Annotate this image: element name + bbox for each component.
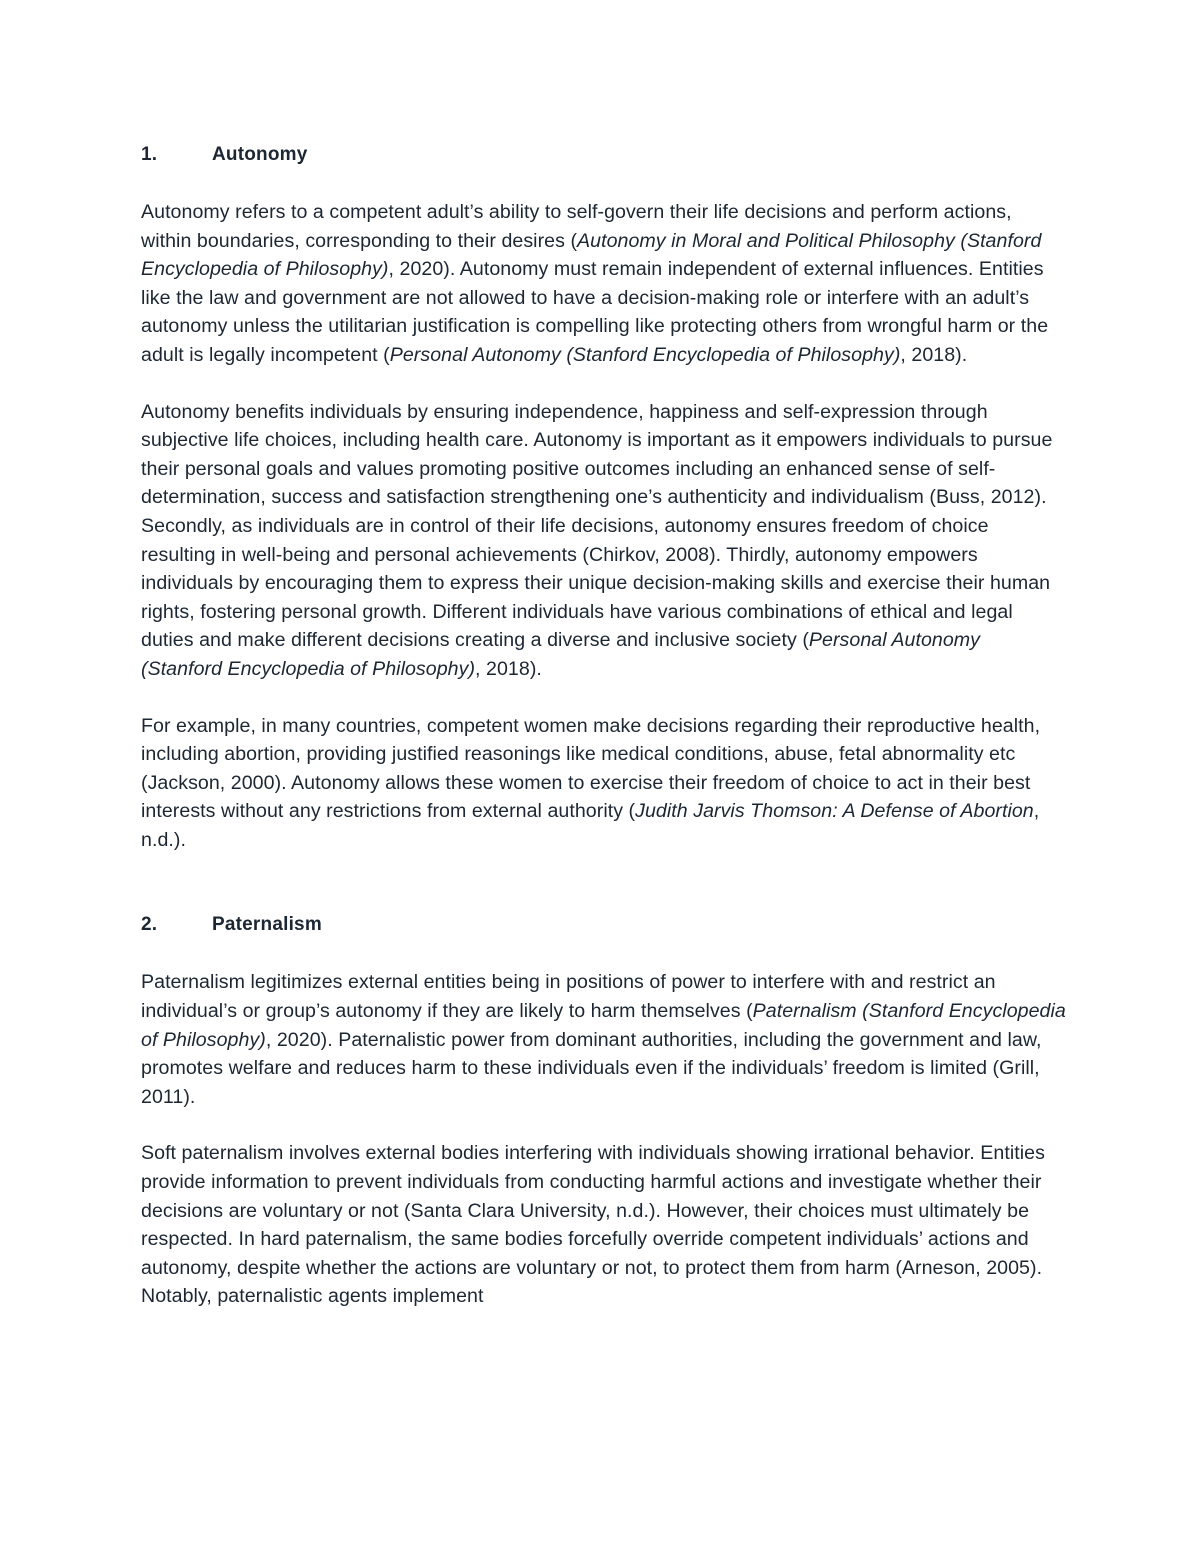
paragraph-text: Autonomy benefits individuals by ensuring independence, happiness and self-expression through subjective life choices, including health care. Autonomy is important as it empowers individuals to pursue their personal goals and values promoting positive outcomes including an enhanced sense of self-determination, success and satisfaction strengthening one’s authenticity and individualism (Buss, 2012). Secondly, as individuals are in control of their life decisions, autonomy ensures freedom of choice resulting in well-being and personal achievements (Chirkov, 2008). Thirdly, autonomy empowers individuals by encouraging them to express their unique decision-making skills and exercise their human rights, fostering personal growth. Different individuals have various combinations of ethical and legal duties and make different decisions creating a diverse and inclusive society ( <box>141 400 1053 652</box>
citation-title: Personal Autonomy (Stanford Encyclopedia of Philosophy) <box>389 343 901 366</box>
paragraph-autonomy-definition <box>141 198 1066 370</box>
section-heading-paternalism <box>141 910 1066 940</box>
citation-title: Personal Autonomy (Stanford Encyclopedia of Philosophy) <box>141 629 981 680</box>
paragraph-text: , 2020). Autonomy must remain independent of external influences. Entities like the law and government are not allowed to have a decision-making role or interfere with an adult’s autonomy unless the utilitarian justification is compelling like protecting others from wrongful harm or the adult is legally incompetent ( <box>141 258 1049 366</box>
paragraph-text: , 2018). <box>900 343 968 366</box>
section-heading-autonomy <box>141 140 1066 170</box>
paragraph-text: , 2020). Paternalistic power from dominant authorities, including the government and law, promotes welfare and reduces harm to these individuals even if the individuals’ freedom is limited (Grill, 2011). <box>141 1028 1042 1108</box>
paragraph-text: Soft paternalism involves external bodies interfering with individuals showing irrational behavior. Entities provide information to prevent individuals from conducting harmful actions and investigate whether their decisions are voluntary or not (Santa Clara University, n.d.). However, their choices must ultimately be respected. In hard paternalism, the same bodies forcefully override competent individuals’ actions and autonomy, despite whether the actions are voluntary or not, to protect them from harm (Arneson, 2005). Notably, paternalistic agents implement <box>141 1142 1045 1308</box>
citation-title: Autonomy in Moral and Political Philosophy (Stanford Encyclopedia of Philosophy) <box>141 229 1042 281</box>
section-title: Paternalism <box>212 914 322 936</box>
section-number: 1. <box>141 144 158 165</box>
paragraph-text: , n.d.). <box>141 800 1040 851</box>
paragraph-soft-hard-paternalism <box>141 1139 1066 1311</box>
paragraph-text: Autonomy refers to a competent adult’s ability to self-govern their life decisions and perform actions, within boundaries, corresponding to their desires ( <box>141 201 1012 252</box>
paragraph-text: , 2018). <box>475 657 542 680</box>
document-body <box>141 138 1066 1311</box>
paragraph-autonomy-benefits <box>141 398 1066 684</box>
paragraph-text: For example, in many countries, competent women make decisions regarding their reproductive health, including abortion, providing justified reasonings like medical conditions, abuse, fetal abnormality etc (Jackson, 2000). Autonomy allows these women to exercise their freedom of choice to act in their best interests without any restrictions from external authority ( <box>141 714 1041 823</box>
paragraph-autonomy-example <box>141 712 1066 855</box>
citation-title: Judith Jarvis Thomson: A Defense of Abortion <box>635 800 1034 823</box>
citation-title: Paternalism (Stanford Encyclopedia of Philosophy) <box>141 1000 1066 1051</box>
paragraph-text: Paternalism legitimizes external entities being in positions of power to interfere with and restrict an individual’s or group’s autonomy if they are likely to harm themselves ( <box>141 971 996 1023</box>
paragraph-paternalism-definition <box>141 968 1066 1111</box>
section-number: 2. <box>141 914 158 936</box>
section-title: Autonomy <box>212 144 308 165</box>
